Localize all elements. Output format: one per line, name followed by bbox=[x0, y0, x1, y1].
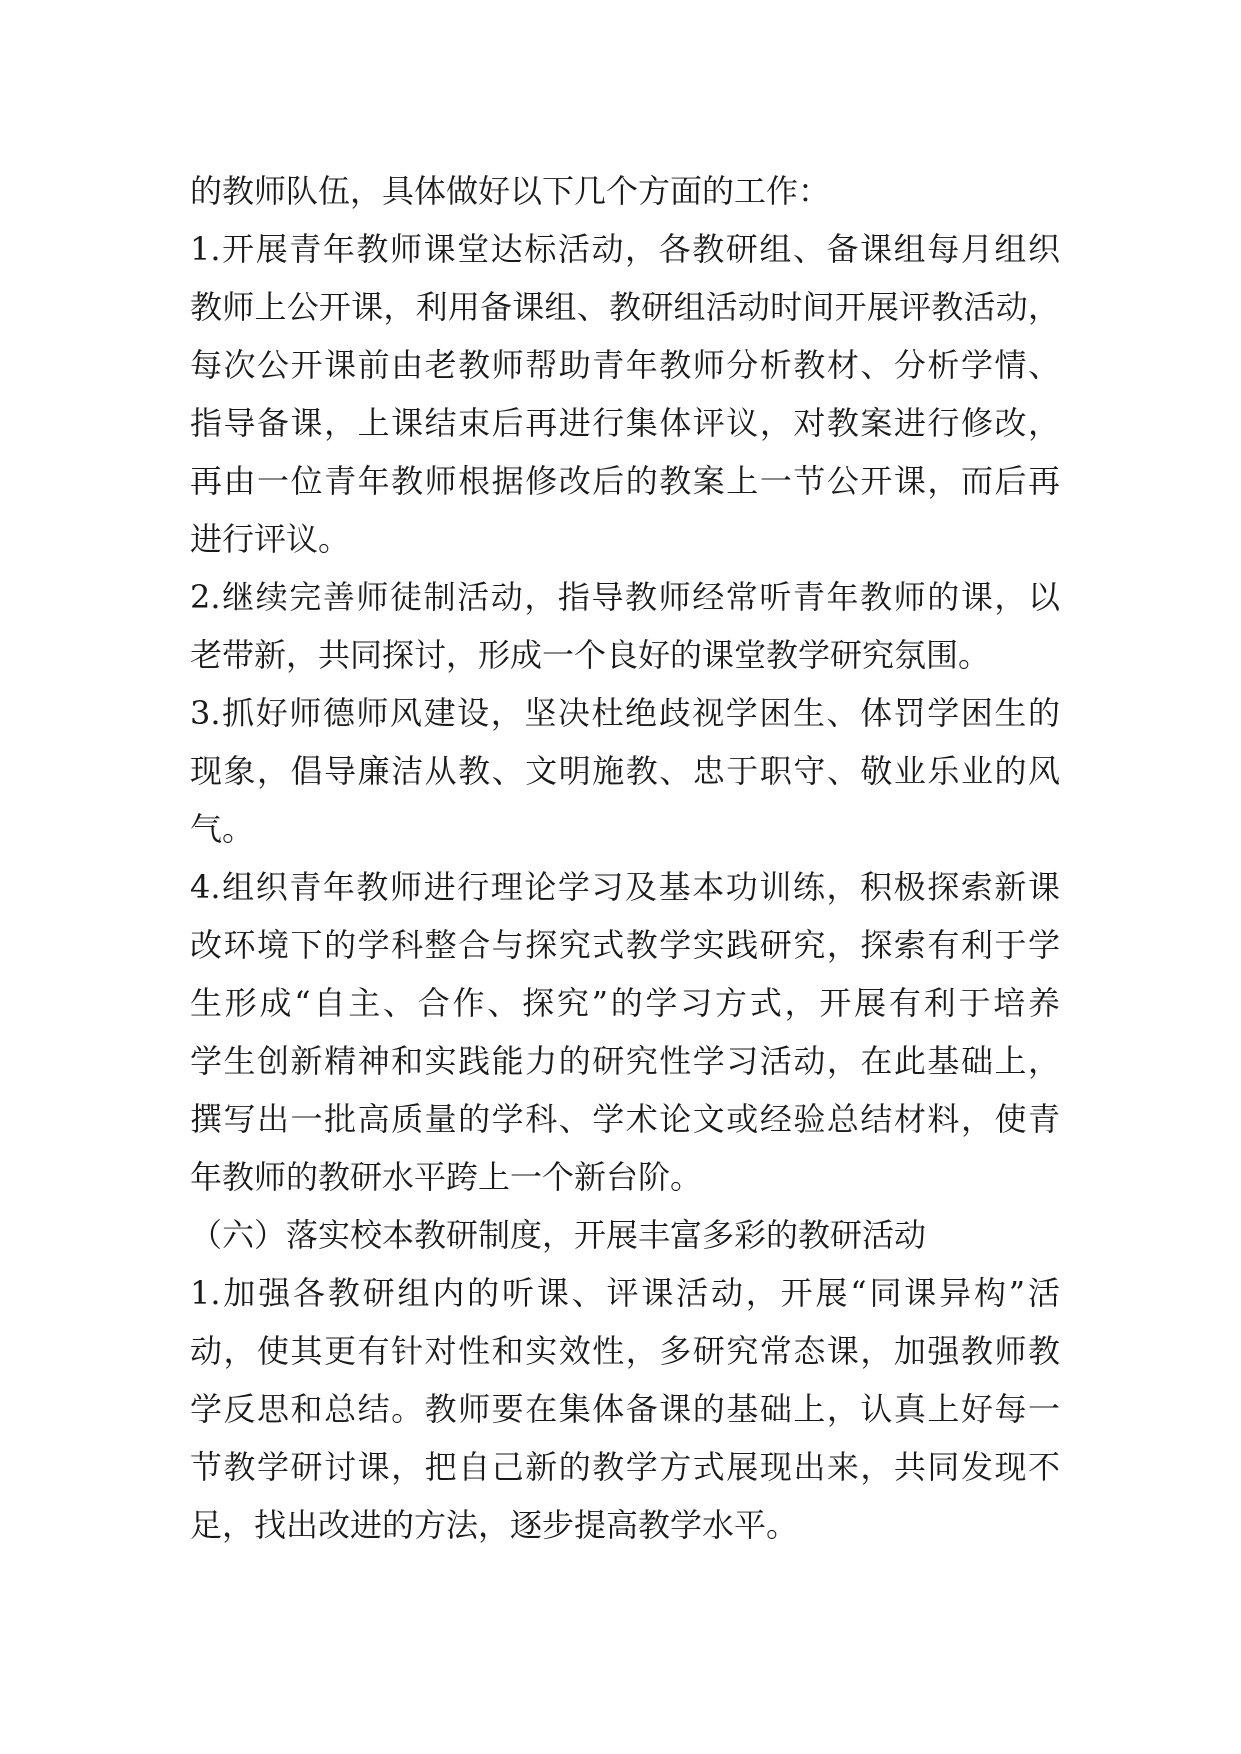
text-line: 4.组织青年教师进行理论学习及基本功训练，积极探索新课 bbox=[190, 868, 1060, 906]
text-line: 2.继续完善师徒制活动，指导教师经常听青年教师的课，以 bbox=[190, 578, 1060, 616]
text-line: 年教师的教研水平跨上一个新台阶。 bbox=[190, 1158, 703, 1196]
text-line: 撰写出一批高质量的学科、学术论文或经验总结材料，使青 bbox=[190, 1100, 1060, 1138]
text-line: 指导备课，上课结束后再进行集体评议，对教案进行修改， bbox=[190, 404, 1060, 442]
body-text bbox=[190, 162, 1060, 1554]
text-line: 节教学研讨课，把自己新的教学方式展现出来，共同发现不 bbox=[190, 1448, 1060, 1486]
text-line: 现象，倡导廉洁从教、文明施教、忠于职守、敬业乐业的风 bbox=[190, 752, 1060, 790]
text-line: 的教师队伍，具体做好以下几个方面的工作： bbox=[190, 172, 831, 210]
text-line: 学生创新精神和实践能力的研究性学习活动，在此基础上， bbox=[190, 1042, 1060, 1080]
section-heading: （六）落实校本教研制度，开展丰富多彩的教研活动 bbox=[190, 1216, 927, 1254]
text-line: 生形成“自主、合作、探究”的学习方式，开展有利于培养 bbox=[190, 984, 1060, 1022]
text-line: 足，找出改进的方法，逐步提高教学水平。 bbox=[190, 1506, 799, 1544]
text-line: 学反思和总结。教师要在集体备课的基础上，认真上好每一 bbox=[190, 1390, 1060, 1428]
text-line: 每次公开课前由老教师帮助青年教师分析教材、分析学情、 bbox=[190, 346, 1060, 384]
text-line: 3.抓好师德师风建设，坚决杜绝歧视学困生、体罚学困生的 bbox=[190, 694, 1060, 732]
text-line: 改环境下的学科整合与探究式教学实践研究，探索有利于学 bbox=[190, 926, 1060, 964]
text-line: 1.开展青年教师课堂达标活动，各教研组、备课组每月组织 bbox=[190, 230, 1060, 268]
text-line: 1.加强各教研组内的听课、评课活动，开展“同课异构”活 bbox=[190, 1274, 1060, 1312]
text-line: 教师上公开课，利用备课组、教研组活动时间开展评教活动， bbox=[190, 288, 1060, 326]
text-line: 再由一位青年教师根据修改后的教案上一节公开课，而后再 bbox=[190, 462, 1060, 500]
text-line: 气。 bbox=[190, 810, 255, 848]
text-line: 进行评议。 bbox=[190, 520, 351, 558]
text-line: 动，使其更有针对性和实效性，多研究常态课，加强教师教 bbox=[190, 1332, 1060, 1370]
text-line: 老带新，共同探讨，形成一个良好的课堂教学研究氛围。 bbox=[190, 636, 991, 674]
